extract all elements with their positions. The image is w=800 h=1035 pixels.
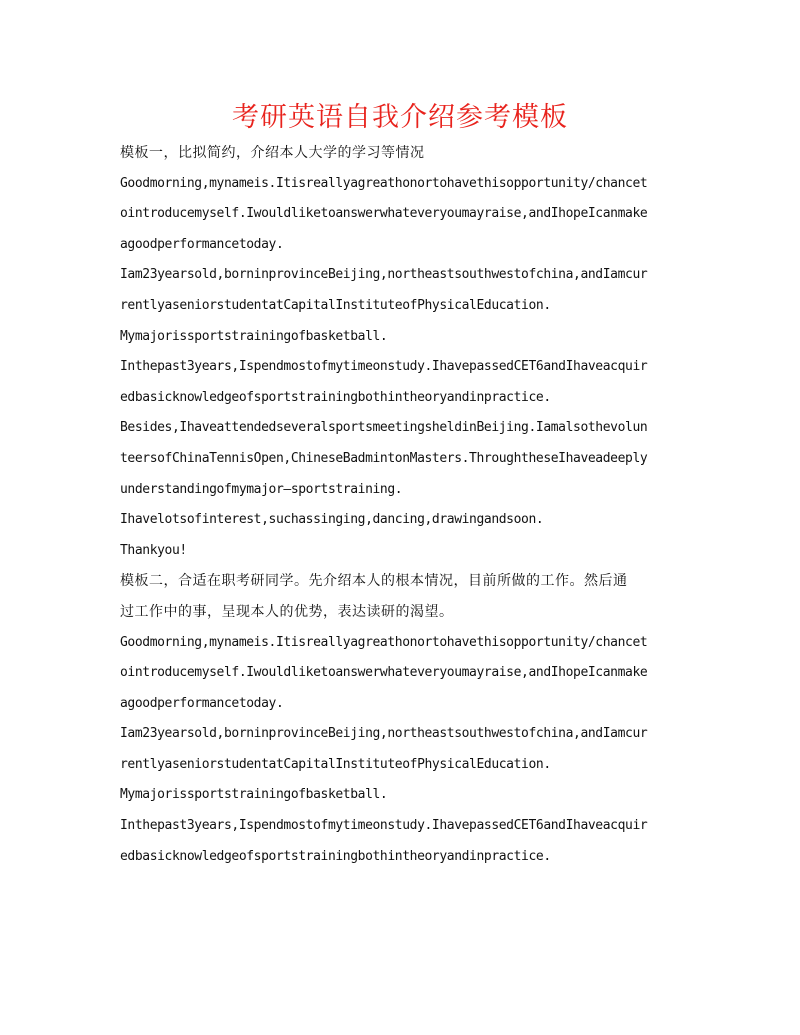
text-line: rentlyaseniorstudentatCapitalInstituteofPhysicalEducation. [120, 297, 551, 313]
text-line: agoodperformancetoday. [120, 695, 284, 711]
text-line: Inthepast3years,Ispendmostofmytimeonstudy.IhavepassedCET6andIhaveacquir [120, 818, 648, 834]
text-line: edbasicknowledgeofsportstrainingbothintheoryandinpractice. [120, 848, 551, 864]
heading-line: 模板二，合适在职考研同学。先介绍本人的根本情况，目前所做的工作。然后通 [120, 573, 628, 590]
text-line: Thankyou! [120, 542, 187, 558]
text-line: Iam23yearsold,borninprovinceBeijing,northeastsouthwestofchina,andIamcur [120, 267, 648, 283]
text-line: edbasicknowledgeofsportstrainingbothintheoryandinpractice. [120, 389, 551, 405]
heading-line: 过工作中的事，呈现本人的优势，表达读研的渴望。 [120, 603, 454, 620]
text-line: ointroducemyself.Iwouldliketoanswerwhateveryoumayraise,andIhopeIcanmake [120, 665, 648, 681]
text-line: Mymajorissportstrainingofbasketball. [120, 787, 388, 803]
text-line: Inthepast3years,Ispendmostofmytimeonstudy.IhavepassedCET6andIhaveacquir [120, 359, 648, 375]
text-line: ointroducemyself.Iwouldliketoanswerwhateveryoumayraise,andIhopeIcanmake [120, 206, 648, 222]
document-body [120, 138, 685, 872]
text-line: teersofChinaTennisOpen,ChineseBadmintonMasters.ThroughtheseIhaveadeeply [120, 450, 648, 466]
text-line: rentlyaseniorstudentatCapitalInstituteofPhysicalEducation. [120, 756, 551, 772]
text-line: agoodperformancetoday. [120, 236, 284, 252]
text-line: Goodmorning,mynameis.Itisreallyagreathonortohavethisopportunity/chancet [120, 175, 648, 191]
text-line: Iam23yearsold,borninprovinceBeijing,northeastsouthwestofchina,andIamcur [120, 726, 648, 742]
text-line: Besides,IhaveattendedseveralsportsmeetingsheldinBeijing.Iamalsothevolun [120, 420, 648, 436]
text-line: understandingofmymajor—sportstraining. [120, 481, 403, 497]
text-line: Ihavelotsofinterest,suchassinging,dancing,drawingandsoon. [120, 512, 544, 528]
document-title: 考研英语自我介绍参考模板 [232, 102, 568, 133]
heading-line: 模板一，比拟简约，介绍本人大学的学习等情况 [120, 145, 425, 161]
text-line: Goodmorning,mynameis.Itisreallyagreathonortohavethisopportunity/chancet [120, 634, 648, 650]
text-line: Mymajorissportstrainingofbasketball. [120, 328, 388, 344]
